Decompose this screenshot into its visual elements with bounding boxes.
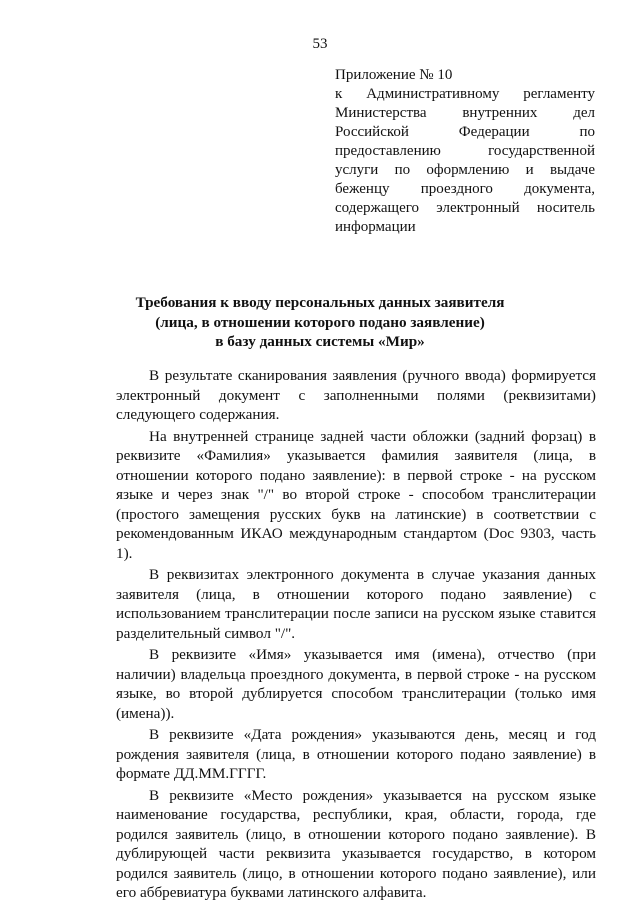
heading-line-3: в базу данных системы «Мир»: [215, 333, 425, 350]
paragraph: В результате сканирования заявления (ручного ввода) формируется электронный документ с заполненными полями (реквизитами) следующего содержания.: [116, 367, 596, 423]
page-number: 53: [312, 36, 328, 52]
heading-line-1: Требования к вводу персональных данных заявителя: [135, 294, 505, 311]
appendix-text: к Административному регламенту Министерства внутренних дел Российской Федерации по предоставлению государственной услуги по оформлению и выдаче беженцу проездного документа, содержащего электронный носитель информации: [335, 86, 595, 235]
paragraph: На внутренней странице задней части обложки (задний форзац) в реквизите «Фамилия» указывается фамилия заявителя (лица, в отношении которого подано заявление): в первой строке - на русском языке и через знак "/" во второй строке - способом транслитерации (простого замещения русских букв на латинские) в соответствии с рекомендованным ИКАО международным стандартом (Doc 9303, часть 1).: [116, 427, 596, 562]
paragraph: В реквизите «Имя» указывается имя (имена), отчество (при наличии) владельца проездного документа, в первой строке - на русском языке, во второй дублируется способом транслитерации (только имя (имена)).: [116, 646, 596, 722]
document-heading: [0, 293, 640, 352]
paragraph: В реквизитах электронного документа в случае указания данных заявителя (лица, в отношении которого подано заявление) с использованием транслитерации после записи на русском языке ставится разделительный символ "/".: [116, 566, 596, 642]
body-text: [116, 366, 596, 905]
paragraph: В реквизите «Место рождения» указывается на русском языке наименование государства, республики, края, области, города, где родился заявитель (лицо, в отношении которого подано заявление). В дублирующей части реквизита указывается государство, в котором родился заявитель (лицо, в отношении которого подано заявление), или его аббревиатура буквами латинского алфавита.: [116, 786, 596, 901]
appendix-title: Приложение № 10: [335, 67, 453, 83]
paragraph: В реквизите «Дата рождения» указываются день, месяц и год рождения заявителя (лица, в отношении которого подано заявление) в формате ДД.ММ.ГГГГ.: [116, 726, 596, 782]
heading-line-2: (лица, в отношении которого подано заявление): [155, 313, 485, 331]
appendix-block: [335, 66, 595, 237]
